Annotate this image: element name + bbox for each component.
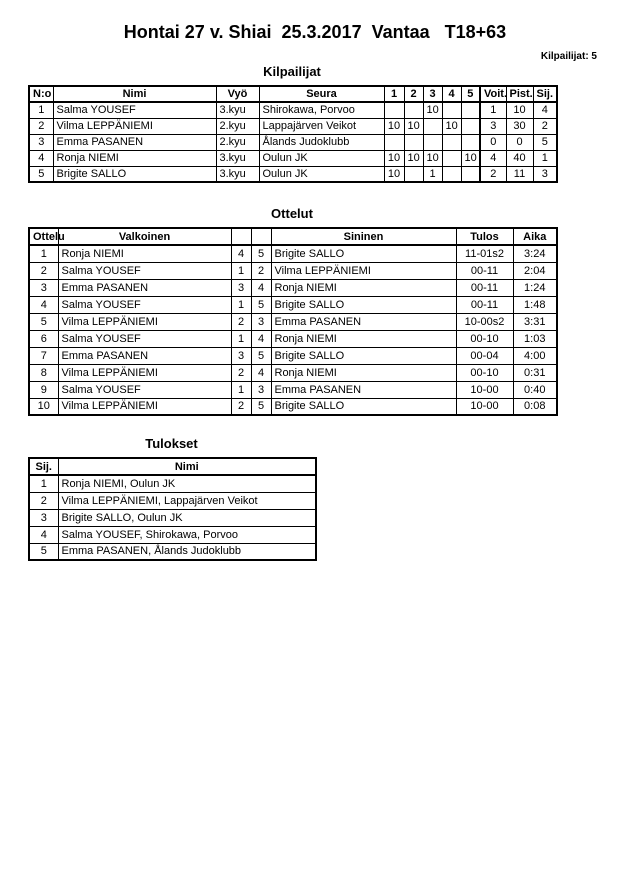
kilpailijat-row [29,150,557,166]
ottelut-cell: Ronja NIEMI [271,364,456,381]
ottelut-cell: Brigite SALLO [271,347,456,364]
ottelut-row [29,330,557,347]
ottelut-cell: 1:48 [513,296,557,313]
ottelut-cell: 3 [29,279,58,296]
kilpailijat-cell [461,102,480,118]
kilpailijat-cell: Oulun JK [259,166,384,182]
kilpailijat-cell: 4 [480,150,506,166]
ottelut-cell: 7 [29,347,58,364]
tulokset-cell: 4 [29,526,58,543]
ottelut-cell: Salma YOUSEF [58,381,231,398]
ottelut-cell: Vilma LEPPÄNIEMI [271,262,456,279]
kilpailijat-cell [404,134,423,150]
ottelut-cell: 0:31 [513,364,557,381]
column-header: Tulos [456,228,513,245]
ottelut-cell: 4 [29,296,58,313]
ottelut-table [28,227,558,416]
kilpailijat-cell: 40 [506,150,533,166]
kilpailijat-cell [384,102,404,118]
kilpailijat-cell [461,166,480,182]
kilpailijat-cell: 3 [29,134,53,150]
ottelut-cell: 3 [251,381,271,398]
kilpailijat-cell [423,118,442,134]
column-header: Nimi [58,458,316,475]
kilpailijat-cell [423,134,442,150]
tulokset-cell: 1 [29,475,58,492]
ottelut-cell: 00-11 [456,262,513,279]
ottelut-cell: Salma YOUSEF [58,262,231,279]
kilpailijat-cell: Ronja NIEMI [53,150,216,166]
kilpailijat-cell [442,150,461,166]
kilpailijat-cell: 4 [29,150,53,166]
column-header [251,228,271,245]
column-header: Voit. [480,86,506,102]
kilpailijat-section [28,64,556,183]
kilpailijat-cell [442,134,461,150]
ottelut-cell: 3 [231,347,251,364]
column-header: 5 [461,86,480,102]
ottelut-cell: Emma PASANEN [271,381,456,398]
column-header: 2 [404,86,423,102]
ottelut-cell: 1 [231,296,251,313]
ottelut-header-row [29,228,557,245]
kilpailijat-cell: 1 [533,150,557,166]
kilpailijat-cell [461,118,480,134]
ottelut-cell: 6 [29,330,58,347]
tulokset-row [29,543,316,560]
ottelut-cell: 4 [251,279,271,296]
tulokset-cell: 5 [29,543,58,560]
ottelut-row [29,381,557,398]
column-header: Valkoinen [58,228,231,245]
kilpailijat-cell: 10 [423,150,442,166]
kilpailijat-cell: Emma PASANEN [53,134,216,150]
kilpailijat-cell [442,102,461,118]
ottelut-row [29,296,557,313]
ottelut-cell: 2 [231,313,251,330]
ottelut-row [29,313,557,330]
kilpailijat-cell: 0 [506,134,533,150]
ottelut-cell: 2 [251,262,271,279]
ottelut-row [29,347,557,364]
ottelut-cell: Ronja NIEMI [271,279,456,296]
ottelut-cell: 5 [251,347,271,364]
ottelut-cell: 10-00s2 [456,313,513,330]
ottelut-cell: Salma YOUSEF [58,296,231,313]
ottelut-cell: 9 [29,381,58,398]
kilpailijat-cell: 4 [533,102,557,118]
tulokset-heading: Tulokset [145,436,198,451]
column-header: 1 [384,86,404,102]
kilpailijat-cell: Brigite SALLO [53,166,216,182]
column-header [231,228,251,245]
ottelut-cell: 00-11 [456,279,513,296]
tulokset-table [28,457,317,561]
ottelut-cell: 4 [251,364,271,381]
kilpailijat-cell: 3.kyu [216,166,259,182]
ottelut-section [28,206,556,416]
column-header: Pist. [506,86,533,102]
ottelut-cell: 00-04 [456,347,513,364]
tulokset-cell: Salma YOUSEF, Shirokawa, Porvoo [58,526,316,543]
kilpailijat-cell: 1 [480,102,506,118]
column-header: Sij. [533,86,557,102]
kilpailijat-cell: 10 [384,166,404,182]
kilpailijat-row [29,118,557,134]
kilpailijat-cell: Salma YOUSEF [53,102,216,118]
kilpailijat-cell: Lappajärven Veikot [259,118,384,134]
ottelut-cell: 1 [231,330,251,347]
ottelut-cell: Salma YOUSEF [58,330,231,347]
ottelut-cell: Emma PASANEN [58,347,231,364]
ottelut-cell: 4:00 [513,347,557,364]
ottelut-cell: 4 [231,245,251,262]
ottelut-cell: Emma PASANEN [271,313,456,330]
tulokset-cell: 3 [29,509,58,526]
column-header: Sij. [29,458,58,475]
kilpailijat-cell: Shirokawa, Porvoo [259,102,384,118]
kilpailijat-cell [461,134,480,150]
tulokset-row [29,509,316,526]
kilpailijat-cell: 3.kyu [216,150,259,166]
ottelut-cell: 1 [231,262,251,279]
tulokset-cell: Ronja NIEMI, Oulun JK [58,475,316,492]
ottelut-cell: Ronja NIEMI [58,245,231,262]
ottelut-cell: 11-01s2 [456,245,513,262]
ottelut-cell: 00-10 [456,364,513,381]
ottelut-cell: 4 [251,330,271,347]
kilpailijat-cell: 10 [461,150,480,166]
kilpailijat-cell [384,134,404,150]
kilpailijat-table [28,85,558,183]
participants-count: Kilpailijat: 5 [540,51,597,62]
column-header: Aika [513,228,557,245]
ottelut-cell: 10-00 [456,381,513,398]
kilpailijat-cell: 30 [506,118,533,134]
ottelut-cell: 00-10 [456,330,513,347]
ottelut-cell: 3 [231,279,251,296]
kilpailijat-cell: 10 [404,150,423,166]
ottelut-cell: Brigite SALLO [271,398,456,415]
ottelut-cell: 10 [29,398,58,415]
kilpailijat-cell: 10 [384,118,404,134]
kilpailijat-cell: 5 [533,134,557,150]
kilpailijat-cell [404,166,423,182]
tulokset-cell: 2 [29,492,58,509]
kilpailijat-cell: 3 [533,166,557,182]
kilpailijat-row [29,102,557,118]
ottelut-cell: Emma PASANEN [58,279,231,296]
kilpailijat-cell: 11 [506,166,533,182]
tulokset-header-row [29,458,316,475]
kilpailijat-cell: 2 [533,118,557,134]
kilpailijat-cell: 3.kyu [216,102,259,118]
ottelut-cell: 5 [29,313,58,330]
ottelut-cell: Vilma LEPPÄNIEMI [58,313,231,330]
kilpailijat-cell: 10 [404,118,423,134]
ottelut-cell: 1:03 [513,330,557,347]
column-header: N:o [29,86,53,102]
ottelut-cell: 5 [251,296,271,313]
ottelut-cell: 3:31 [513,313,557,330]
kilpailijat-row [29,134,557,150]
page-title: Hontai 27 v. Shiai 25.3.2017 Vantaa T18+63 [123,22,507,42]
ottelut-row [29,279,557,296]
ottelut-heading: Ottelut [271,206,313,221]
ottelut-cell: Ronja NIEMI [271,330,456,347]
ottelut-cell: Vilma LEPPÄNIEMI [58,398,231,415]
kilpailijat-heading: Kilpailijat [263,64,321,79]
column-header: Seura [259,86,384,102]
ottelut-row [29,398,557,415]
ottelut-cell: Vilma LEPPÄNIEMI [58,364,231,381]
kilpailijat-cell: 2 [29,118,53,134]
tulokset-row [29,475,316,492]
kilpailijat-cell: 5 [29,166,53,182]
tulokset-cell: Emma PASANEN, Ålands Judoklubb [58,543,316,560]
ottelut-cell: 1 [231,381,251,398]
kilpailijat-cell: Vilma LEPPÄNIEMI [53,118,216,134]
tulokset-row [29,526,316,543]
ottelut-cell: 8 [29,364,58,381]
ottelut-cell: 3:24 [513,245,557,262]
ottelut-cell: 5 [251,398,271,415]
ottelut-row [29,364,557,381]
ottelut-cell: 3 [251,313,271,330]
ottelut-cell: 2 [231,364,251,381]
ottelut-cell: 1:24 [513,279,557,296]
kilpailijat-cell: 10 [384,150,404,166]
column-header: Ottelu [29,228,58,245]
kilpailijat-cell: 2.kyu [216,134,259,150]
column-header: Nimi [53,86,216,102]
kilpailijat-cell [442,166,461,182]
column-header: 3 [423,86,442,102]
kilpailijat-cell: 3 [480,118,506,134]
ottelut-cell: 2 [29,262,58,279]
ottelut-row [29,245,557,262]
column-header: 4 [442,86,461,102]
ottelut-cell: 5 [251,245,271,262]
ottelut-cell: 10-00 [456,398,513,415]
ottelut-row [29,262,557,279]
kilpailijat-header-row [29,86,557,102]
kilpailijat-cell: 0 [480,134,506,150]
kilpailijat-cell: 2.kyu [216,118,259,134]
kilpailijat-cell: Ålands Judoklubb [259,134,384,150]
ottelut-cell: Brigite SALLO [271,245,456,262]
ottelut-cell: 1 [29,245,58,262]
ottelut-cell: 0:40 [513,381,557,398]
tulokset-section [28,436,315,561]
tulokset-cell: Vilma LEPPÄNIEMI, Lappajärven Veikot [58,492,316,509]
ottelut-cell: Brigite SALLO [271,296,456,313]
ottelut-cell: 2:04 [513,262,557,279]
tulokset-row [29,492,316,509]
kilpailijat-cell [404,102,423,118]
tulokset-cell: Brigite SALLO, Oulun JK [58,509,316,526]
kilpailijat-cell: Oulun JK [259,150,384,166]
column-header: Sininen [271,228,456,245]
kilpailijat-cell: 1 [29,102,53,118]
kilpailijat-cell: 10 [506,102,533,118]
kilpailijat-cell: 10 [442,118,461,134]
ottelut-cell: 0:08 [513,398,557,415]
kilpailijat-cell: 2 [480,166,506,182]
kilpailijat-cell: 10 [423,102,442,118]
ottelut-cell: 2 [231,398,251,415]
kilpailijat-cell: 1 [423,166,442,182]
kilpailijat-row [29,166,557,182]
column-header: Vyö [216,86,259,102]
ottelut-cell: 00-11 [456,296,513,313]
